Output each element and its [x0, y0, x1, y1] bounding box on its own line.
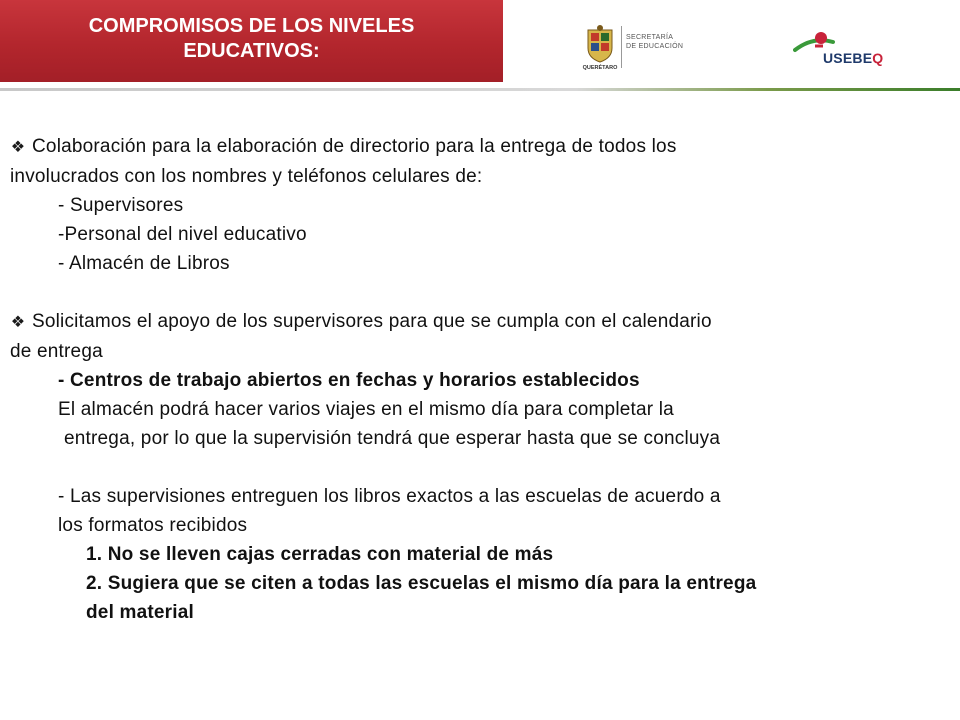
numbered-item-2-cont: del material	[86, 602, 195, 623]
slide-body	[10, 132, 955, 627]
secretaria-line-2: DE EDUCACIÓN	[626, 43, 684, 50]
secretaria-educacion-label	[626, 33, 683, 51]
logo-divider	[621, 26, 622, 68]
title-line-1: COMPROMISOS DE LOS NIVELES	[88, 15, 415, 37]
numbered-item-2: 2. Sugiera que se citen a todas las escuelas el mismo día para la entrega	[86, 573, 757, 594]
text-line: entrega, por lo que la supervisión tendrá que esperar hasta que se concluya	[64, 428, 721, 449]
bullet-item-1	[10, 132, 955, 162]
header-stripe	[0, 88, 960, 91]
text-line: Solicitamos el apoyo de los supervisores para que se cumpla con el calendario	[32, 311, 712, 332]
text-line: involucrados con los nombres y teléfonos celulares de:	[10, 166, 483, 187]
qro-caption: QUERÉTARO	[582, 65, 618, 70]
text-line: de entrega	[10, 341, 103, 362]
usebeq-wordmark	[823, 50, 883, 66]
header-logos-area	[503, 0, 960, 82]
text-line: - Supervisores	[58, 195, 184, 216]
numbered-item-1: 1. No se lleven cajas cerradas con material de más	[86, 544, 554, 565]
text-line: - Las supervisiones entreguen los libros exactos a las escuelas de acuerdo a	[58, 486, 721, 507]
text-line: El almacén podrá hacer varios viajes en el mismo día para completar la	[58, 399, 674, 420]
diamond-bullet-icon: ❖	[10, 314, 26, 331]
text-line: Colaboración para la elaboración de directorio para la entrega de todos los	[32, 136, 677, 157]
secretaria-line-1: SECRETARÍA	[626, 34, 674, 41]
spacer	[10, 453, 955, 482]
text-line: los formatos recibidos	[58, 515, 248, 536]
usebeq-main-text: USEBE	[823, 50, 873, 66]
diamond-bullet-icon: ❖	[10, 139, 26, 156]
bullet-item-2	[10, 307, 955, 337]
spacer	[10, 278, 955, 307]
usebeq-q-letter: Q	[872, 50, 884, 66]
text-line: -Personal del nivel educativo	[58, 224, 307, 245]
text-line: - Almacén de Libros	[58, 253, 230, 274]
queretaro-coat-of-arms-icon	[578, 24, 622, 70]
text-line-bold: - Centros de trabajo abiertos en fechas y horarios establecidos	[58, 370, 640, 391]
title-line-2: EDUCATIVOS:	[183, 40, 320, 62]
title-banner	[0, 0, 503, 82]
